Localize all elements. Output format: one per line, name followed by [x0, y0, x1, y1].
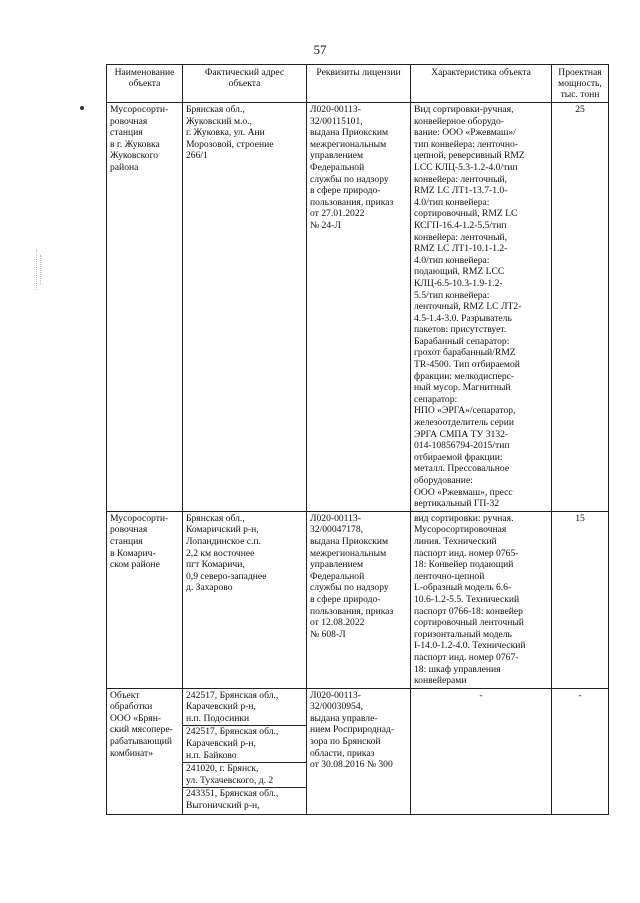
scan-artifact-dots	[36, 250, 38, 290]
cell-address: Брянская обл., Жуковский м.о., г. Жуковка, ул. Ани Морозовой, строение 266/1	[183, 103, 307, 512]
table-row	[107, 688, 609, 814]
cell-capacity: 15	[552, 511, 609, 688]
cell-license: Л020-00113- 32/00047178, выдана Приокским межрегиональным управлением Федеральной службы по надзору в сфере природо- пользования, приказ от 12.08.2022 № 608-Л	[307, 511, 411, 688]
cell-capacity: -	[552, 688, 609, 814]
table-row	[107, 511, 609, 688]
cell-license: Л020-00113- 32/00030954, выдана управле- нием Росприроднад- зора по Брянской области, приказ от 30.08.2016 № 300	[307, 688, 411, 814]
address-entry: 242517, Брянская обл., Карачевский р-н, н.п. Байково	[183, 726, 306, 763]
header-license: Реквизиты лицензии	[307, 65, 411, 103]
cell-license: Л020-00113- 32/00115101, выдана Приокским межрегиональным управлением Федеральной службы по надзору в сфере природо- пользования, приказ от 27.01.2022 № 24-Л	[307, 103, 411, 512]
cell-object-name: Мусоросорти- ровочная станция в Комарич- ском районе	[107, 511, 183, 688]
address-entry: 242517, Брянская обл., Карачевский р-н, н.п. Подосинки	[183, 690, 306, 727]
margin-dot-mark	[80, 106, 84, 110]
scan-artifact-dots	[40, 255, 42, 285]
cell-address-list	[183, 688, 307, 814]
header-object-name: Наименование объекта	[107, 65, 183, 103]
table-row	[107, 103, 609, 512]
header-capacity: Проектная мощность, тыс. тонн	[552, 65, 609, 103]
cell-object-name: Мусоросорти- ровочная станция в г. Жуковка Жуковского района	[107, 103, 183, 512]
cell-characteristics: вид сортировки: ручная. Мусоросортировочная линия. Технический паспорт инд. номер 0765- 18: Конвейер подающий ленточно-цепной L-образный модель 6.6- 10.6-1.2-5.5. Технический паспорт 0766-18: конвейер сортировочный ленточный горизонтальный модель I-14.0-1.2-4.0. Технический паспорт инд. номер 0767- 18: шкаф управления конвейерами	[411, 511, 552, 688]
address-entry: 243351, Брянская обл., Выгоничский р-н,	[186, 788, 279, 812]
cell-address: Брянская обл., Комаричский р-н, Лопандинское с.п. 2,2 км восточнее пгт Комаричи, 0,9 северо-западнее д. Захарово	[183, 511, 307, 688]
cell-characteristics: Вид сортировки-ручная, конвейерное оборудо- вание: ООО «Ржевмаш»/ тип конвейера: ленточно- цепной, реверсивный RMZ LCC КЛЦ-5.3-1.2-4.0/тип конвейера: ленточный, RMZ LC ЛТ1-13.7-1.0- 4.0/тип конвейера: сортировочный, RMZ LC КСГП-16.4-1.2-5.5/тип конвейера: ленточный, RMZ LC ЛТ1-10.1-1.2- 4.0/тип конвейера: подающий, RMZ LCC КЛЦ-6.5-10.3-1.9-1.2- 5.5/тип конвейера: ленточный, RMZ LC ЛТ2- 4.5-1.4-3.0. Разрыватель пакетов: присутствует. Барабанный сепаратор: грохот барабанный/RMZ TR-4500. Тип отбираемой фракции: мелкодисперс- ный мусор. Магнитный сепаратор: НПО «ЭРГА»/сепаратор, железоотделитель серии ЭРГА СМПА ТУ 3132- 014-10856794-2015/тип отбираемой фракции: металл. Прессовальное оборудование: ООО «Ржевмаш», пресс вертикальный ГП-32	[411, 103, 552, 512]
header-address: Фактический адрес объекта	[183, 65, 307, 103]
facility-table	[106, 64, 609, 815]
header-characteristics: Характеристика объекта	[411, 65, 552, 103]
cell-capacity: 25	[552, 103, 609, 512]
cell-characteristics: -	[411, 688, 552, 814]
address-entry: 241020, г. Брянск, ул. Тухачевского, д. 2	[183, 763, 306, 788]
table-header-row	[107, 65, 609, 103]
cell-object-name: Объект обработки ООО «Брян- ский мясопере- рабатывающий комбинат»	[107, 688, 183, 814]
page-number: 57	[313, 42, 327, 57]
